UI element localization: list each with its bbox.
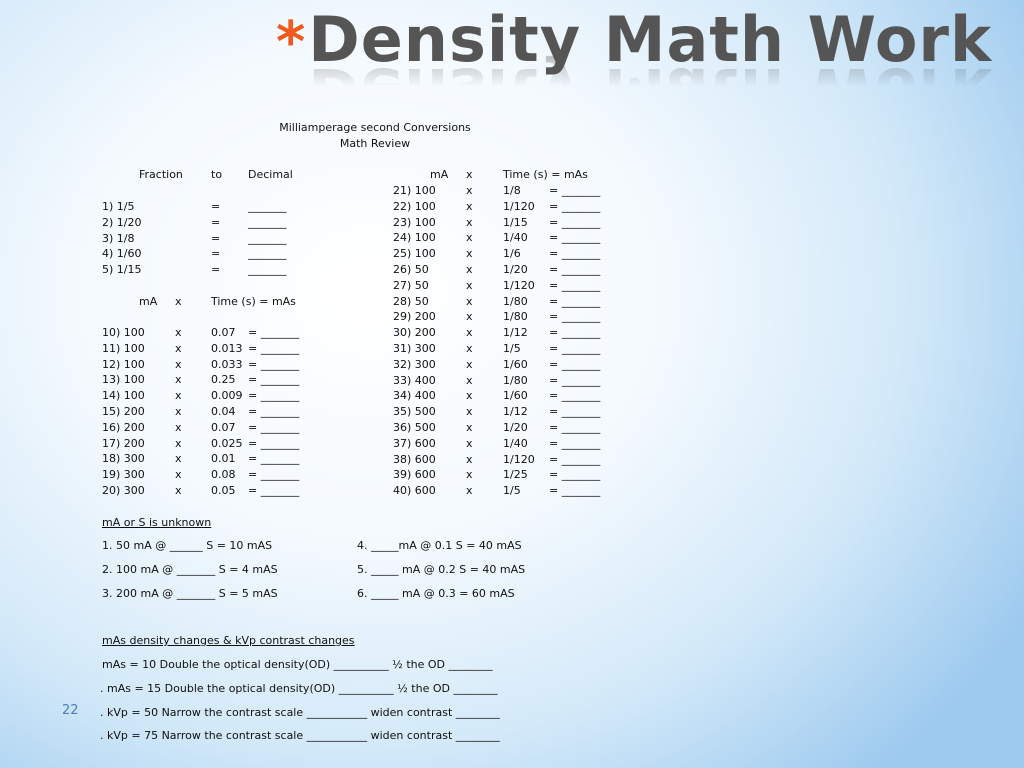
times-sign: x: [466, 373, 473, 387]
fractional-problem-time: 1/120: [503, 452, 535, 466]
decimal-problem-time: 0.033: [211, 357, 243, 371]
right-time-header: Time (s) = mAs: [503, 168, 588, 181]
fractional-problem-ma: 32) 300: [393, 357, 436, 371]
equals-sign: =: [211, 231, 221, 245]
decimal-problem-ma: 14) 100: [102, 389, 145, 403]
decimal-problem-time: 0.025: [211, 436, 243, 450]
times-sign: x: [175, 357, 182, 371]
fraction-problem-label: 1) 1/5: [102, 200, 135, 213]
answer-blank: = _______: [248, 484, 300, 497]
fractional-problem-ma: 25) 100: [393, 247, 436, 261]
answer-blank: = _______: [549, 342, 601, 355]
header-line-1: Milliamperage second Conversions: [279, 121, 471, 134]
decimal-problem-ma: 11) 100: [102, 341, 145, 355]
times-sign: x: [466, 484, 473, 498]
answer-blank: = _______: [549, 263, 601, 276]
decimal-problem-ma: 12) 100: [102, 357, 145, 371]
answer-blank: = _______: [549, 436, 601, 450]
decimal-problem-ma: 10) 100: [102, 326, 145, 339]
fractional-problem-time: 1/40: [503, 231, 528, 245]
fractional-problem-ma: 30) 200: [393, 326, 436, 340]
times-sign: x: [175, 452, 182, 466]
times-sign: x: [466, 310, 473, 324]
fractional-problem-time: 1/15: [503, 215, 528, 229]
unknown-problem-3: 3. 200 mA @ _______ S = 5 mAS: [102, 587, 278, 600]
fractional-problem-ma: 35) 500: [393, 405, 436, 419]
fractional-problem-ma: 24) 100: [393, 231, 436, 245]
equals-sign: =: [211, 200, 221, 213]
answer-blank: _______: [248, 231, 287, 245]
right-ma-header: mA: [430, 168, 449, 181]
fractional-problem-ma: 33) 400: [393, 373, 436, 387]
density-row: . kVp = 75 Narrow the contrast scale ___________ widen contrast ________: [100, 729, 500, 742]
times-sign: x: [175, 389, 182, 403]
answer-blank: _______: [248, 263, 287, 277]
answer-blank: = _______: [549, 310, 601, 324]
answer-blank: = _______: [248, 389, 300, 403]
answer-blank: _______: [248, 200, 287, 213]
decimal-problem-time: 0.07: [211, 326, 236, 339]
times-sign: x: [466, 357, 473, 371]
fractional-problem-time: 1/120: [503, 278, 535, 292]
density-row: . mAs = 15 Double the optical density(OD) __________ ½ the OD ________: [100, 682, 498, 695]
fractional-problem-time: 1/20: [503, 263, 528, 276]
decimal-problem-ma: 20) 300: [102, 484, 145, 497]
answer-blank: = _______: [549, 357, 601, 371]
fraction-problem-label: 5) 1/15: [102, 263, 142, 277]
decimal-problem-ma: 17) 200: [102, 436, 145, 450]
answer-blank: = _______: [549, 326, 601, 340]
fractional-problem-ma: 27) 50: [393, 278, 429, 292]
title-text: Density Math Work: [308, 3, 993, 76]
fractional-problem-time: 1/60: [503, 357, 528, 371]
times-sign: x: [466, 294, 473, 308]
times-sign: x: [466, 405, 473, 419]
answer-blank: = _______: [549, 199, 601, 213]
fractional-problem-ma: 29) 200: [393, 310, 436, 324]
fractional-problem-ma: 23) 100: [393, 215, 436, 229]
times-sign: x: [466, 468, 473, 482]
answer-blank: = _______: [549, 278, 601, 292]
times-sign: x: [466, 199, 473, 213]
answer-blank: = _______: [248, 373, 300, 387]
decimal-problem-time: 0.07: [211, 420, 236, 434]
fractional-problem-ma: 22) 100: [393, 199, 436, 213]
fractional-problem-ma: 28) 50: [393, 294, 429, 308]
answer-blank: = _______: [248, 452, 300, 466]
fraction-problem-label: 3) 1/8: [102, 231, 135, 245]
fractional-problem-ma: 37) 600: [393, 436, 436, 450]
fractional-problem-time: 1/6: [503, 247, 521, 261]
fractional-problem-ma: 39) 600: [393, 468, 436, 482]
times-sign: x: [466, 215, 473, 229]
times-sign: x: [466, 326, 473, 340]
fractional-problem-time: 1/80: [503, 294, 528, 308]
unknown-heading: mA or S is unknown: [102, 516, 212, 529]
decimal-problem-time: 0.01: [211, 452, 236, 466]
times-sign: x: [466, 263, 473, 276]
decimal-problem-ma: 16) 200: [102, 420, 145, 434]
times-sign: x: [466, 278, 473, 292]
fractional-problem-time: 1/12: [503, 326, 528, 340]
answer-blank: _______: [248, 215, 287, 229]
unknown-problem-4: 4. _____mA @ 0.1 S = 40 mAS: [357, 539, 522, 552]
decimal-problem-time: 0.05: [211, 484, 236, 497]
title-star: *: [276, 10, 307, 75]
times-sign: x: [175, 373, 182, 387]
answer-blank: = _______: [549, 184, 601, 197]
unknown-problem-1: 1. 50 mA @ ______ S = 10 mAS: [102, 539, 273, 552]
answer-blank: = _______: [549, 389, 601, 403]
times-sign: x: [175, 436, 182, 450]
decimal-problem-ma: 19) 300: [102, 468, 145, 482]
times-sign: x: [175, 484, 182, 497]
fractional-problem-ma: 31) 300: [393, 342, 436, 355]
answer-blank: = _______: [549, 294, 601, 308]
answer-blank: = _______: [549, 405, 601, 419]
answer-blank: _______: [248, 247, 287, 261]
unknown-problem-5: 5. _____ mA @ 0.2 S = 40 mAS: [357, 563, 526, 576]
answer-blank: = _______: [549, 484, 601, 498]
fractional-problem-ma: 38) 600: [393, 452, 436, 466]
left-time-header: Time (s) = mAs: [211, 295, 296, 308]
fractional-problem-time: 1/20: [503, 421, 528, 434]
answer-blank: = _______: [248, 357, 300, 371]
answer-blank: = _______: [248, 468, 300, 482]
times-sign: x: [466, 436, 473, 450]
times-sign: x: [466, 421, 473, 434]
fractional-problem-time: 1/5: [503, 484, 521, 498]
decimal-problem-time: 0.009: [211, 389, 243, 403]
fraction-problem-label: 4) 1/60: [102, 247, 142, 261]
to-header: to: [211, 168, 223, 181]
fractional-problem-time: 1/80: [503, 310, 528, 324]
answer-blank: = _______: [549, 421, 601, 434]
answer-blank: = _______: [549, 468, 601, 482]
times-sign: x: [466, 247, 473, 261]
fractional-problem-ma: 34) 400: [393, 389, 436, 403]
times-sign: x: [466, 389, 473, 403]
decimal-problem-time: 0.25: [211, 373, 236, 387]
answer-blank: = _______: [248, 341, 300, 355]
equals-sign: =: [211, 215, 221, 229]
fractional-problem-time: 1/5: [503, 342, 521, 355]
fractional-problem-time: 1/25: [503, 468, 528, 482]
times-sign: x: [466, 231, 473, 245]
fractional-problem-time: 1/80: [503, 373, 528, 387]
equals-sign: =: [211, 247, 221, 261]
equals-sign: =: [211, 263, 221, 277]
unknown-problem-6: 6. _____ mA @ 0.3 = 60 mAS: [357, 587, 515, 600]
answer-blank: = _______: [549, 231, 601, 245]
unknown-problem-2: 2. 100 mA @ _______ S = 4 mAS: [102, 563, 278, 576]
density-heading: mAs density changes & kVp contrast changes: [102, 634, 355, 647]
times-sign: x: [175, 420, 182, 434]
fraction-header: Fraction: [139, 168, 183, 181]
fractional-problem-time: 1/60: [503, 389, 528, 403]
decimal-problem-time: 0.013: [211, 341, 243, 355]
fractional-problem-time: 1/40: [503, 436, 528, 450]
times-sign: x: [175, 326, 182, 339]
answer-blank: = _______: [549, 215, 601, 229]
fractional-problem-time: 1/120: [503, 199, 535, 213]
header-line-2: Math Review: [339, 137, 411, 150]
fractional-problem-ma: 21) 100: [393, 184, 436, 197]
answer-blank: = _______: [549, 373, 601, 387]
fractional-problem-ma: 26) 50: [393, 263, 429, 276]
left-x-header: x: [175, 295, 182, 308]
density-row: mAs = 10 Double the optical density(OD) __________ ½ the OD ________: [102, 658, 493, 671]
left-ma-header: mA: [139, 295, 158, 308]
answer-blank: = _______: [549, 247, 601, 261]
fractional-problem-ma: 40) 600: [393, 484, 436, 498]
times-sign: x: [175, 405, 182, 418]
times-sign: x: [175, 341, 182, 355]
right-x-header: x: [466, 168, 473, 181]
decimal-problem-ma: 13) 100: [102, 373, 145, 387]
fraction-problem-label: 2) 1/20: [102, 215, 142, 229]
decimal-problem-ma: 18) 300: [102, 452, 145, 466]
decimal-problem-time: 0.08: [211, 468, 236, 482]
decimal-problem-time: 0.04: [211, 405, 236, 418]
times-sign: x: [466, 184, 473, 197]
answer-blank: = _______: [248, 326, 300, 339]
fractional-problem-time: 1/8: [503, 184, 521, 197]
answer-blank: = _______: [248, 420, 300, 434]
fractional-problem-ma: 36) 500: [393, 421, 436, 434]
decimal-problem-ma: 15) 200: [102, 405, 145, 418]
times-sign: x: [175, 468, 182, 482]
decimal-header: Decimal: [248, 168, 293, 181]
answer-blank: = _______: [248, 436, 300, 450]
page-number: 22: [62, 703, 79, 718]
times-sign: x: [466, 452, 473, 466]
answer-blank: = _______: [549, 452, 601, 466]
density-row: . kVp = 50 Narrow the contrast scale ___________ widen contrast ________: [100, 706, 500, 719]
fractional-problem-time: 1/12: [503, 405, 528, 419]
times-sign: x: [466, 342, 473, 355]
answer-blank: = _______: [248, 405, 300, 418]
